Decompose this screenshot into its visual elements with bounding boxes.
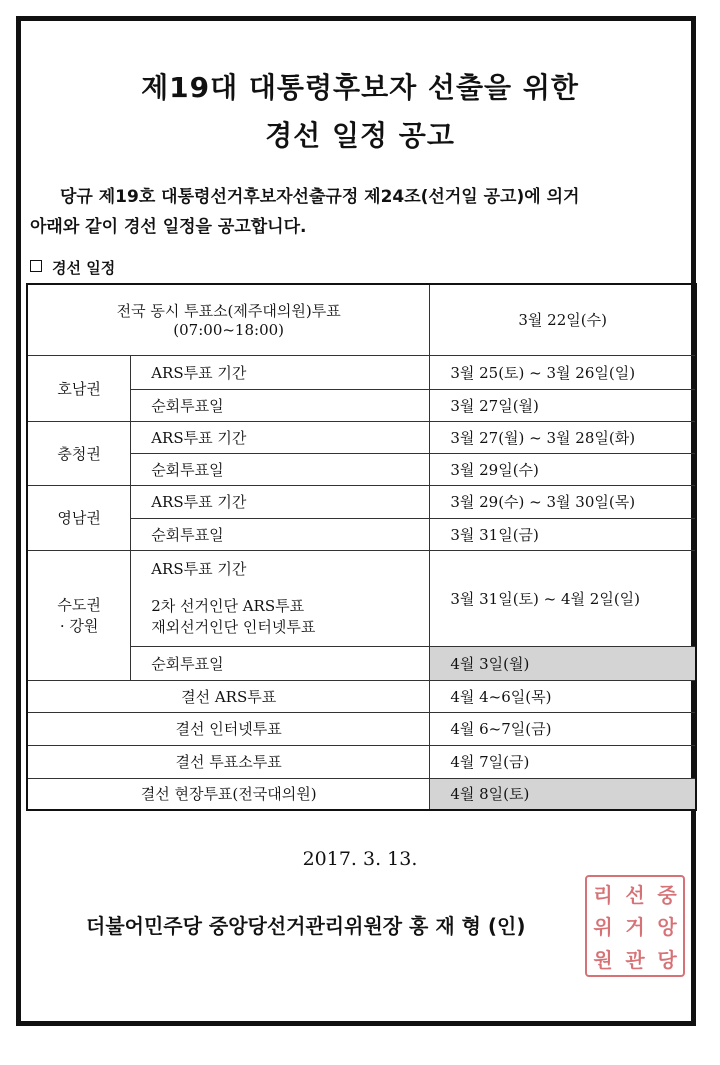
section-heading [30, 257, 115, 278]
final-ars-label: 결선 ARS투표 [27, 680, 430, 712]
capital-ars-date: 3월 31일(토) ~ 4월 2일(일) [430, 550, 696, 646]
capital-tour-label: 순회투표일 [131, 646, 430, 680]
final-booth-label: 결선 투표소투표 [27, 745, 430, 778]
title-line-2: 경선 일정 공고 [265, 119, 455, 152]
schedule-table [26, 283, 697, 811]
national-label-cell [27, 284, 430, 355]
section-heading-label: 경선 일정 [52, 259, 116, 277]
yeongnam-tour-date: 3월 31일(금) [430, 518, 696, 550]
chungcheong-tour-date: 3월 29일(수) [430, 453, 696, 485]
capital-second-label-line-2: 재외선거인단 인터넷투표 [151, 617, 316, 636]
checkbox-square-icon [30, 260, 42, 272]
yeongnam-ars-date: 3월 29(수) ~ 3월 30일(목) [430, 485, 696, 518]
final-onsite-label: 결선 현장투표(전국대의원) [27, 778, 430, 810]
capital-tour-date: 4월 3일(월) [430, 646, 696, 680]
seal-glyph: 원 [593, 948, 613, 973]
official-seal [585, 875, 685, 977]
seal-glyph: 당 [657, 948, 677, 973]
table-row [27, 355, 696, 389]
final-onsite-date: 4월 8일(토) [430, 778, 696, 810]
table-row [27, 778, 696, 810]
final-internet-date: 4월 6~7일(금) [430, 712, 696, 745]
chungcheong-tour-label: 순회투표일 [131, 453, 430, 485]
seal-glyph: 거 [625, 915, 645, 940]
region-honam: 호남권 [27, 355, 131, 421]
capital-second-label [131, 586, 430, 646]
table-row [27, 680, 696, 712]
seal-glyph: 선 [625, 882, 645, 907]
capital-region-line-1: 수도권 [57, 596, 101, 614]
seal-glyph: 위 [593, 915, 613, 940]
table-row [27, 421, 696, 453]
chungcheong-ars-label: ARS투표 기간 [131, 421, 430, 453]
national-date-cell: 3월 22일(수) [430, 284, 696, 355]
final-internet-label: 결선 인터넷투표 [27, 712, 430, 745]
announcement-date: 2017. 3. 13. [302, 848, 418, 870]
table-row [27, 550, 696, 586]
region-chungcheong: 충청권 [27, 421, 131, 485]
capital-ars-label: ARS투표 기간 [131, 550, 430, 586]
chungcheong-ars-date: 3월 27(월) ~ 3월 28일(화) [430, 421, 696, 453]
table-row [27, 284, 696, 355]
signature-line: 더불어민주당 중앙당선거관리위원장 홍 재 형 (인) [86, 914, 526, 938]
honam-ars-date: 3월 25(토) ~ 3월 26일(일) [430, 355, 696, 389]
region-yeongnam: 영남권 [27, 485, 131, 550]
table-row [27, 745, 696, 778]
region-capital [27, 550, 131, 680]
honam-tour-date: 3월 27일(월) [430, 389, 696, 421]
title-line-1: 제19대 대통령후보자 선출을 위한 [141, 71, 579, 104]
capital-second-label-line-1: 2차 선거인단 ARS투표 [151, 596, 305, 615]
seal-glyph: 중 [657, 882, 677, 907]
intro-line-2: 아래와 같이 경선 일정을 공고합니다. [30, 217, 307, 237]
seal-glyph: 리 [593, 882, 613, 907]
honam-ars-label: ARS투표 기간 [131, 355, 430, 389]
national-label-line-1: 전국 동시 투표소(제주대의원)투표 [116, 302, 341, 321]
intro-paragraph [30, 182, 690, 242]
honam-tour-label: 순회투표일 [131, 389, 430, 421]
national-label-line-2: (07:00~18:00) [173, 321, 285, 340]
final-ars-date: 4월 4~6일(목) [430, 680, 696, 712]
capital-region-line-2: · 강원 [59, 617, 99, 635]
table-row [27, 712, 696, 745]
intro-line-1: 당규 제19호 대통령선거후보자선출규정 제24조(선거일 공고)에 의거 [60, 187, 580, 207]
seal-glyph: 앙 [657, 915, 677, 940]
yeongnam-tour-label: 순회투표일 [131, 518, 430, 550]
yeongnam-ars-label: ARS투표 기간 [131, 485, 430, 518]
final-booth-date: 4월 7일(금) [430, 745, 696, 778]
seal-glyph: 관 [625, 948, 645, 973]
table-row [27, 485, 696, 518]
